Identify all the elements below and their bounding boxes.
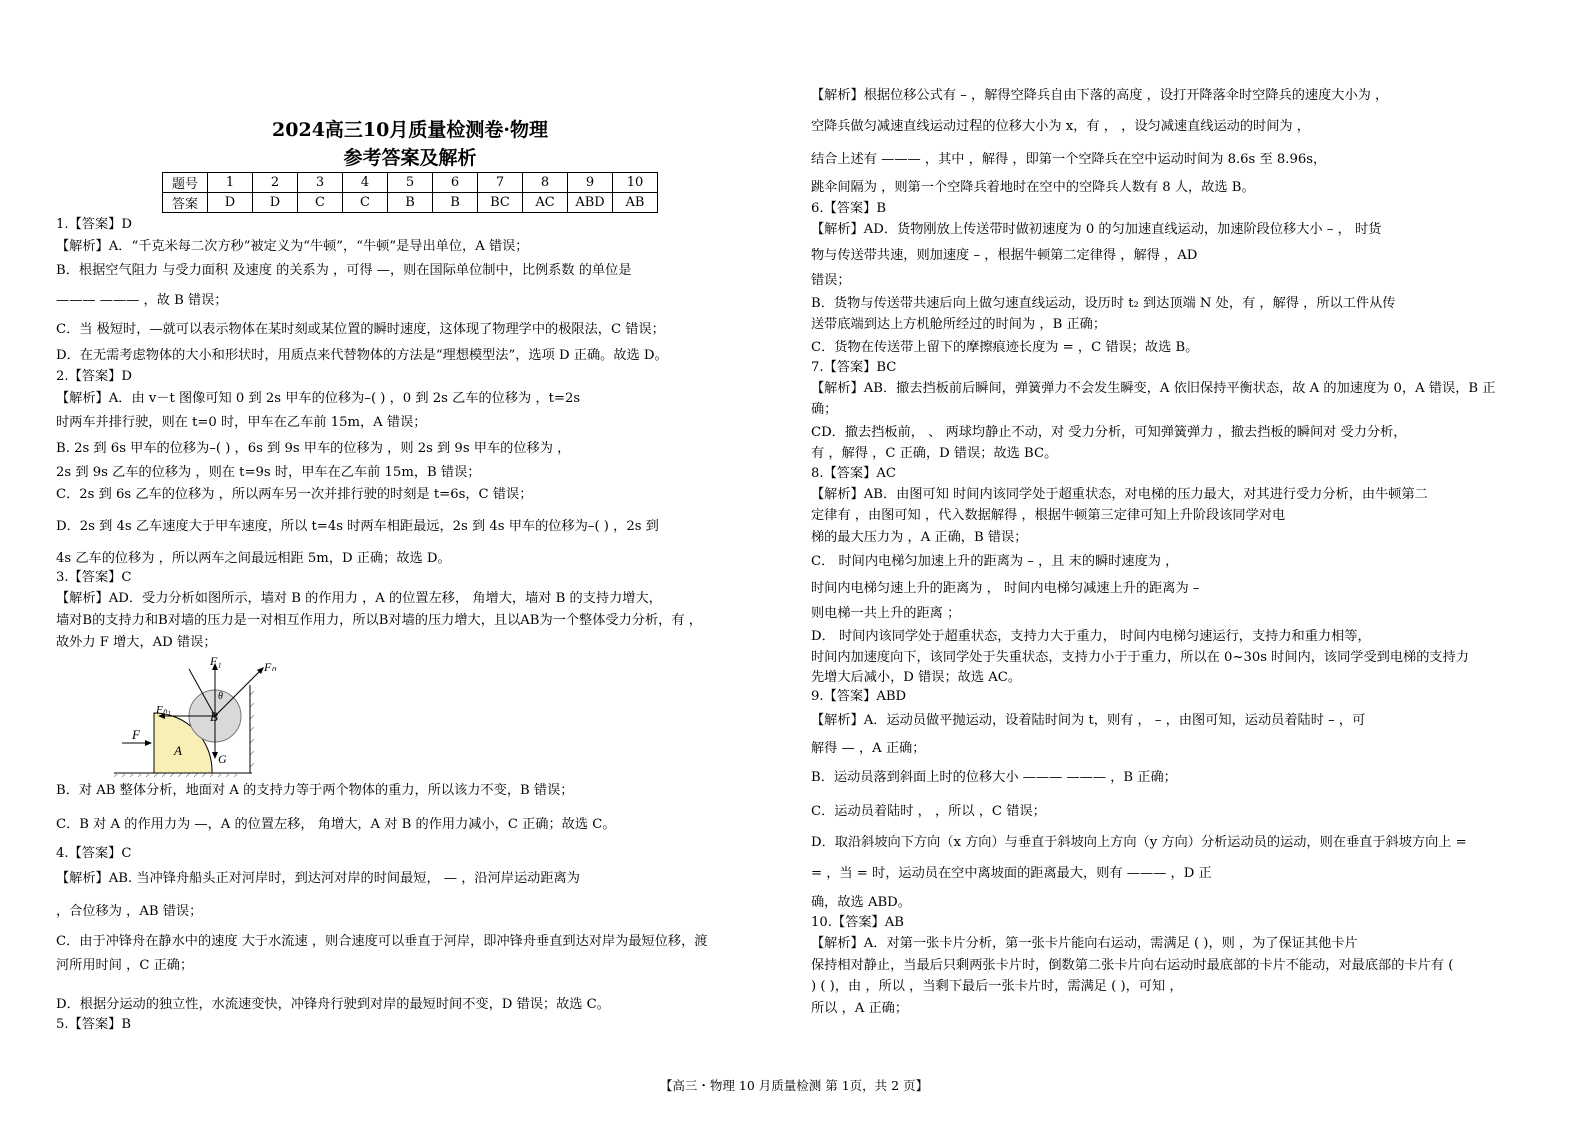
text-line: 【解析】A．“千克米每二次方秒”被定义为“牛顿”，“牛顿”是导出单位，A 错误； bbox=[56, 239, 529, 254]
text-line: 错误； bbox=[811, 273, 851, 288]
text-line: C． 时间内电梯匀加速上升的距离为 – ，且 末的瞬时速度为 ， bbox=[811, 554, 1179, 569]
text-line: ，合位移为 ，AB 错误； bbox=[56, 904, 203, 919]
label-g: G bbox=[218, 752, 227, 766]
table-cell: 1 bbox=[208, 173, 253, 193]
text-line: 5.【答案】B bbox=[56, 1017, 132, 1032]
text-line: 4s 乙车的位移为 ，所以两车之间最远相距 5m，D 正确；故选 D。 bbox=[56, 551, 451, 566]
text-line: 【解析】A．由 v－t 图像可知 0 到 2s 甲车的位移为–( ) ，0 到 2s 乙车的位移为 ，t=2s bbox=[56, 391, 581, 406]
text-line: B．根据空气阻力 与受力面积 及速度 的关系为 ，可得 —，则在国际单位制中，比例系数 的单位是 bbox=[56, 263, 632, 278]
text-line: 【解析】A．运动员做平抛运动，设着陆时间为 t，则有 ， – ，由图可知，运动员着陆时 – ，可 bbox=[811, 713, 1366, 728]
text-line: 4.【答案】C bbox=[56, 846, 132, 861]
text-line: B．运动员落到斜面上时的位移大小 ——— ——— ，B 正确； bbox=[811, 770, 1177, 785]
table-cell: 8 bbox=[523, 173, 568, 193]
label-f: F bbox=[132, 727, 140, 742]
text-line: 10.【答案】AB bbox=[811, 915, 904, 930]
text-line: D．取沿斜坡向下方向（x 方向）与垂直于斜坡向上方向（y 方向）分析运动员的运动，则在垂直于斜坡方向上 = bbox=[811, 835, 1467, 850]
text-line: ) ( )，由 ，所以 ，当剩下最后一张卡片时，需满足 ( )，可知 ， bbox=[811, 979, 1183, 994]
text-line: 跳伞间隔为 ，则第一个空降兵着地时在空中的空降兵人数有 8 人，故选 B。 bbox=[811, 180, 1255, 195]
text-line: D．根据分运动的独立性，水流速变快，冲锋舟行驶到对岸的最短时间不变，D 错误；故选 C。 bbox=[56, 997, 610, 1012]
page-footer: 【高三・物理 10 月质量检测 第 1页，共 2 页】 bbox=[659, 1078, 929, 1093]
text-line: 墙对B的支持力和B对墙的压力是一对相互作用力，所以B对墙的压力增大，且以AB为一个整体受力分析，有 ， bbox=[56, 613, 702, 628]
table-cell: 6 bbox=[433, 173, 478, 193]
table-cell: 10 bbox=[613, 173, 658, 193]
table-cell: D bbox=[253, 193, 298, 213]
text-line: 8.【答案】AC bbox=[811, 466, 896, 481]
table-answer-label: 答案 bbox=[163, 193, 208, 213]
answer-table-header-row bbox=[163, 173, 658, 193]
text-line: B. 2s 到 6s 甲车的位移为–( ) ，6s 到 9s 甲车的位移为 ，则 2s 到 9s 甲车的位移为 ， bbox=[56, 441, 571, 456]
table-cell: AC bbox=[523, 193, 568, 213]
table-cell: 3 bbox=[298, 173, 343, 193]
text-line: 保持相对静止，当最后只剩两张卡片时，倒数第二张卡片向右运动时最底部的卡片不能动，对最底部的卡片有 ( bbox=[811, 958, 1454, 973]
text-line: C．2s 到 6s 乙车的位移为 ，所以两车另一次并排行驶的时刻是 t=6s，C 错误； bbox=[56, 487, 533, 502]
page-subtitle: 参考答案及解析 bbox=[343, 147, 477, 169]
text-line: C．运动员着陆时 ， ，所以 ，C 错误； bbox=[811, 804, 1046, 819]
page-title: 2024高三10月质量检测卷·物理 bbox=[272, 119, 548, 141]
table-cell: 2 bbox=[253, 173, 298, 193]
answer-table-answer-row bbox=[163, 193, 658, 213]
label-theta: θ bbox=[218, 691, 223, 702]
text-line: 9.【答案】ABD bbox=[811, 689, 907, 704]
label-a: A bbox=[174, 743, 182, 758]
text-line: 则电梯一共上升的距离 ； bbox=[811, 606, 961, 621]
text-line: C．由于冲锋舟在静水中的速度 大于水流速 ，则合速度可以垂直于河岸，即冲锋舟垂直到达对岸为最短位移，渡 bbox=[56, 934, 708, 949]
text-line: 定律有 ，由图可知 ，代入数据解得 ，根据牛顿第三定律可知上升阶段该同学对电 bbox=[811, 508, 1286, 523]
text-line: 有 ，解得 ，C 正确，D 错误；故选 BC。 bbox=[811, 446, 1058, 461]
table-cell: C bbox=[343, 193, 388, 213]
force-diagram bbox=[114, 654, 277, 777]
label-b: B bbox=[210, 709, 218, 724]
text-line: B．货物与传送带共速后向上做匀速直线运动，设历时 t₂ 到达顶端 N 处，有 ，解得 ，所以工件从传 bbox=[811, 296, 1396, 311]
text-line: 6.【答案】B bbox=[811, 201, 887, 216]
table-cell: BC bbox=[478, 193, 523, 213]
text-line: 空降兵做匀减速直线运动过程的位移大小为 x，有 ， ，设匀减速直线运动的时间为 ， bbox=[811, 119, 1310, 134]
text-line: = ，当 = 时，运动员在空中离坡面的距离最大，则有 ——— ，D 正 bbox=[811, 866, 1212, 881]
table-cell: 9 bbox=[568, 173, 613, 193]
text-line: B．对 AB 整体分析，地面对 A 的支持力等于两个物体的重力，所以该力不变，B 错误； bbox=[56, 783, 574, 798]
label-fn1: Fₙ₁ bbox=[156, 704, 171, 716]
table-cell: 5 bbox=[388, 173, 433, 193]
text-line: 【解析】根据位移公式有 – ，解得空降兵自由下落的高度 ，设打开降落伞时空降兵的速度大小为 ， bbox=[811, 88, 1389, 103]
text-line: 时间内加速度向下，该同学处于失重状态，支持力小于于重力，所以在 0~30s 时间内，该同学受到电梯的支持力 bbox=[811, 650, 1469, 665]
text-line: 7.【答案】BC bbox=[811, 360, 897, 375]
text-line: CD．撤去挡板前， 、 两球均静止不动，对 受力分析，可知弹簧弹力 ，撤去挡板的瞬间对 受力分析， bbox=[811, 425, 1407, 440]
text-line: D．在无需考虑物体的大小和形状时，用质点来代替物体的方法是“理想模型法”，选项 D 正确。故选 D。 bbox=[56, 348, 668, 363]
text-line: C．当 极短时，—就可以表示物体在某时刻或某位置的瞬时速度，这体现了物理学中的极限法，C 错误； bbox=[56, 322, 665, 337]
answer-table bbox=[162, 172, 658, 213]
text-line: 所以 ，A 正确； bbox=[811, 1001, 909, 1016]
text-line: 结合上述有 ——— ，其中 ，解得 ，即第一个空降兵在空中运动时间为 8.6s 至 8.96s， bbox=[811, 152, 1327, 167]
table-cell: AB bbox=[613, 193, 658, 213]
text-line: 时间内电梯匀速上升的距离为 ， 时间内电梯匀减速上升的距离为 – bbox=[811, 581, 1200, 596]
table-cell: 7 bbox=[478, 173, 523, 193]
table-cell: 4 bbox=[343, 173, 388, 193]
text-line: 【解析】AD．货物刚放上传送带时做初速度为 0 的匀加速直线运动，加速阶段位移大小 – ， 时货 bbox=[811, 222, 1382, 237]
text-line: 故外力 F 增大，AD 错误； bbox=[56, 635, 217, 650]
table-cell: B bbox=[388, 193, 433, 213]
text-line: 先增大后减小，D 错误；故选 AC。 bbox=[811, 670, 1022, 685]
table-cell: ABD bbox=[568, 193, 613, 213]
text-line: 物与传送带共速，则加速度 – ，根据牛顿第二定律得 ，解得 ，AD bbox=[811, 248, 1198, 263]
text-line: 1.【答案】D bbox=[56, 217, 132, 232]
text-line: D． 时间内该同学处于超重状态，支持力大于重力， 时间内电梯匀速运行，支持力和重力相等， bbox=[811, 629, 1371, 644]
text-line: C．货物在传送带上留下的摩擦痕迹长度为 = ，C 错误；故选 B。 bbox=[811, 340, 1199, 355]
text-line: 梯的最大压力为 ，A 正确，B 错误； bbox=[811, 530, 1028, 545]
text-line: ——— ——— ，故 B 错误； bbox=[56, 293, 228, 308]
text-line: 河所用时间 ，C 正确； bbox=[56, 958, 194, 973]
table-header-label: 题号 bbox=[163, 173, 208, 193]
table-cell: C bbox=[298, 193, 343, 213]
text-line: C．B 对 A 的作用力为 —，A 的位置左移， 角增大，A 对 B 的作用力减小，C 正确；故选 C。 bbox=[56, 817, 616, 832]
text-line: 【解析】AB．撤去挡板前后瞬间，弹簧弹力不会发生瞬变，A 依旧保持平衡状态，故 A 的加速度为 0，A 错误，B 正 bbox=[811, 381, 1496, 396]
label-f1: F₁ bbox=[210, 654, 222, 668]
text-line: 【解析】AD．受力分析如图所示，墙对 B 的作用力 ，A 的位置左移， 角增大，墙对 B 的支持力增大， bbox=[56, 591, 662, 606]
text-line: D．2s 到 4s 乙车速度大于甲车速度，所以 t=4s 时两车相距最远，2s 到 4s 甲车的位移为–( ) ，2s 到 bbox=[56, 519, 659, 534]
text-line: 送带底端到达上方机舱所经过的时间为 ，B 正确； bbox=[811, 317, 1107, 332]
text-line: 【解析】AB. 当冲锋舟船头正对河岸时，到达河对岸的时间最短， — ，沿河岸运动距离为 bbox=[56, 871, 580, 886]
text-line: 2s 到 9s 乙车的位移为 ，则在 t=9s 时，甲车在乙车前 15m，B 错误； bbox=[56, 465, 481, 480]
text-line: 3.【答案】C bbox=[56, 570, 132, 585]
text-line: 确； bbox=[811, 402, 838, 417]
text-line: 【解析】A．对第一张卡片分析，第一张卡片能向右运动，需满足 ( )，则 ，为了保证其他卡片 bbox=[811, 936, 1358, 951]
text-line: 2.【答案】D bbox=[56, 369, 132, 384]
text-line: 确，故选 ABD。 bbox=[811, 895, 911, 910]
text-line: 解得 — ，A 正确； bbox=[811, 741, 926, 756]
table-cell: B bbox=[433, 193, 478, 213]
table-cell: D bbox=[208, 193, 253, 213]
text-line: 【解析】AB．由图可知 时间内该同学处于超重状态，对电梯的压力最大，对其进行受力分析，由牛顿第二 bbox=[811, 487, 1428, 502]
label-fn: Fₙ bbox=[264, 660, 277, 674]
text-line: 时两车并排行驶，则在 t=0 时，甲车在乙车前 15m，A 错误； bbox=[56, 415, 427, 430]
